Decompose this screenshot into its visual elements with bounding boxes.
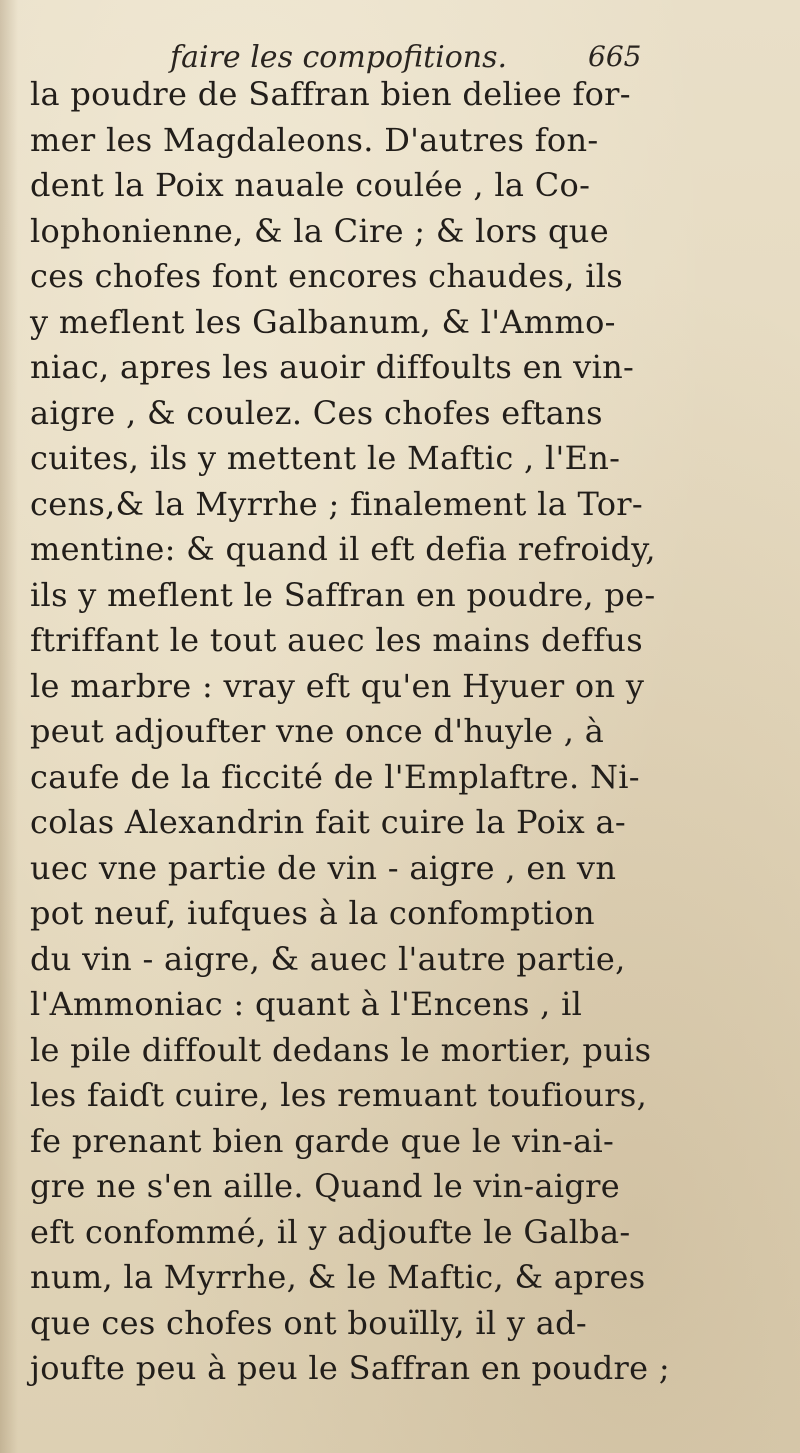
text-line: fe prenant bien garde que le vin-ai-	[30, 1121, 615, 1160]
text-line: mer les Magdaleons. D'autres fon-	[30, 120, 599, 159]
page-number: 665	[588, 40, 642, 73]
text-line: les faiɗt cuire, les remuant toufiours,	[30, 1076, 648, 1114]
text-line: que ces chofes ont bouïlly, il y ad-	[30, 1303, 588, 1342]
text-line: cuites, ils y mettent le Maftic , l'En-	[30, 439, 621, 477]
text-line: y meflent les Galbanum, & l'Ammo-	[30, 302, 616, 341]
text-line: la poudre de Saffran bien deliee for-	[30, 75, 631, 113]
text-line: niac, apres les auoir diffoults en vin-	[30, 348, 635, 386]
running-head: faire les compofitions.	[170, 40, 508, 75]
text-line: dent la Poix nauale coulée , la Co-	[30, 166, 591, 204]
text-line: l'Ammoniac : quant à l'Encens , il	[30, 985, 583, 1023]
text-line: le marbre : vray eft qu'en Hyuer on y	[30, 666, 645, 705]
text-line: cens,& la Myrrhe ; finalement la Tor-	[30, 484, 643, 523]
text-line: uec vne partie de vin - aigre , en vn	[30, 848, 617, 887]
text-line: eft confommé, il y adjoufte le Galba-	[30, 1212, 631, 1251]
text-line: ces chofes font encores chaudes, ils	[30, 257, 624, 295]
text-line: colas Alexandrin fait cuire la Poix a-	[30, 803, 626, 841]
text-line: ftriffant le tout auec les mains deffus	[30, 621, 643, 659]
text-line: ils y meflent le Saffran en poudre, pe-	[30, 575, 656, 614]
text-line: aigre , & coulez. Ces chofes eftans	[30, 393, 603, 432]
text-line: num, la Myrrhe, & le Maftic, & apres	[30, 1258, 646, 1296]
text-line: mentine: & quand il eft defia refroidy,	[30, 530, 656, 568]
text-line: gre ne s'en aille. Quand le vin-aigre	[30, 1167, 621, 1205]
text-line: peut adjoufter vne once d'huyle , à	[30, 712, 605, 750]
text-line: joufte peu à peu le Saffran en poudre ;	[30, 1349, 670, 1387]
text-line: le pile diffoult dedans le mortier, puis	[30, 1030, 652, 1069]
text-line: pot neuf, iufques à la confomption	[30, 894, 595, 932]
page-edge-shadow	[0, 0, 18, 1453]
text-line: caufe de la ficcité de l'Emplaftre. Ni-	[30, 757, 640, 796]
text-line: lophonienne, & la Cire ; & lors que	[30, 211, 609, 250]
body-text	[30, 72, 670, 1392]
text-line: du vin - aigre, & auec l'autre partie,	[30, 939, 626, 978]
